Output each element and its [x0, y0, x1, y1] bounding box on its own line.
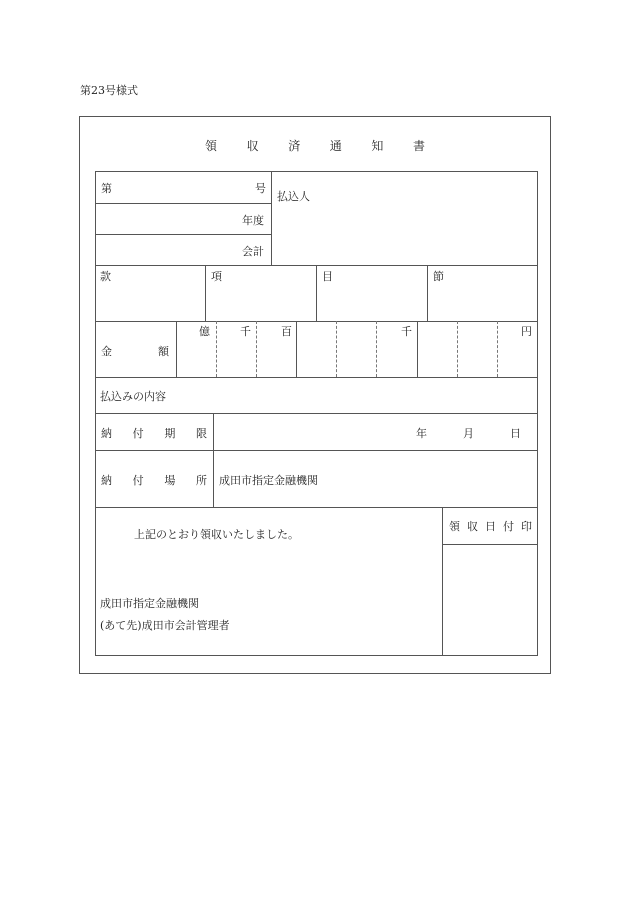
place-label-char: 納: [101, 474, 112, 487]
grid-dash: [376, 321, 377, 377]
place-label-char: 場: [164, 474, 176, 487]
grid-line: [95, 450, 538, 451]
account-label: 会計: [242, 245, 264, 258]
stamp-label-char: 付: [503, 520, 514, 533]
title-char: 書: [412, 139, 425, 153]
grid-line: [95, 321, 538, 322]
grid-line: [95, 655, 538, 656]
receipt-message: 上記のとおり領収いたしました。: [134, 528, 299, 541]
setsu-label: 節: [433, 270, 444, 283]
stamp-label-char: 印: [521, 520, 532, 533]
unit-sen-label: 千: [240, 325, 251, 338]
deadline-month-label: 月: [463, 427, 474, 440]
grid-line: [95, 377, 538, 378]
moku-label: 目: [322, 270, 333, 283]
stamp-label-char: 日: [485, 520, 496, 533]
payment-content-label: 払込みの内容: [100, 390, 166, 403]
stamp-label-char: 収: [467, 520, 478, 533]
grid-line: [417, 321, 418, 377]
amount-label-char: 額: [158, 345, 169, 358]
deadline-year-label: 年: [416, 427, 427, 440]
number-suffix-label: 号: [255, 182, 266, 195]
addressee: (あて先)成田市会計管理者: [100, 619, 230, 632]
grid-line: [95, 234, 271, 235]
receipt-stamp-label: [449, 518, 532, 534]
amount-label-char: 金: [101, 345, 112, 358]
grid-line: [95, 507, 538, 508]
kou-label: 項: [211, 270, 222, 283]
unit-sen-label: 千: [401, 325, 412, 338]
deadline-label-char: 納: [101, 427, 112, 440]
place-label-char: 付: [132, 474, 144, 487]
title-char: 通: [329, 139, 342, 153]
title-char: 領: [205, 139, 218, 153]
designated-institution: 成田市指定金融機関: [100, 597, 199, 610]
payment-place-label: [101, 472, 207, 488]
grid-line: [176, 321, 177, 377]
unit-en-label: 円: [521, 325, 532, 338]
grid-dash: [216, 321, 217, 377]
fiscal-year-label: 年度: [242, 214, 264, 227]
grid-line: [427, 265, 428, 321]
unit-hyaku-label: 百: [281, 325, 292, 338]
grid-line: [213, 413, 214, 507]
grid-line: [296, 321, 297, 377]
deadline-label-char: 付: [132, 427, 144, 440]
grid-line: [95, 171, 538, 172]
grid-line: [95, 203, 271, 204]
number-prefix-label: 第: [101, 182, 112, 195]
receipt-stamp-area: [443, 545, 537, 655]
grid-dash: [256, 321, 257, 377]
deadline-day-label: 日: [510, 427, 521, 440]
grid-line: [95, 413, 538, 414]
title-char: 知: [371, 139, 384, 153]
form-title: [205, 137, 425, 154]
payer-label: 払込人: [277, 190, 310, 203]
stamp-label-char: 領: [449, 520, 460, 533]
title-char: 済: [288, 139, 301, 153]
grid-dash: [497, 321, 498, 377]
grid-dash: [457, 321, 458, 377]
amount-label: [101, 343, 169, 359]
grid-dash: [336, 321, 337, 377]
title-char: 収: [246, 139, 259, 153]
deadline-label: [101, 425, 207, 441]
unit-oku-label: 億: [199, 325, 210, 338]
deadline-label-char: 期: [164, 427, 176, 440]
grid-line: [205, 265, 206, 321]
deadline-label-char: 限: [195, 427, 207, 440]
payment-place-value: 成田市指定金融機関: [219, 474, 318, 487]
place-label-char: 所: [195, 474, 207, 487]
kan-label: 款: [100, 270, 111, 283]
grid-line: [316, 265, 317, 321]
grid-line: [271, 171, 272, 265]
form-number: 第23号様式: [80, 84, 138, 97]
